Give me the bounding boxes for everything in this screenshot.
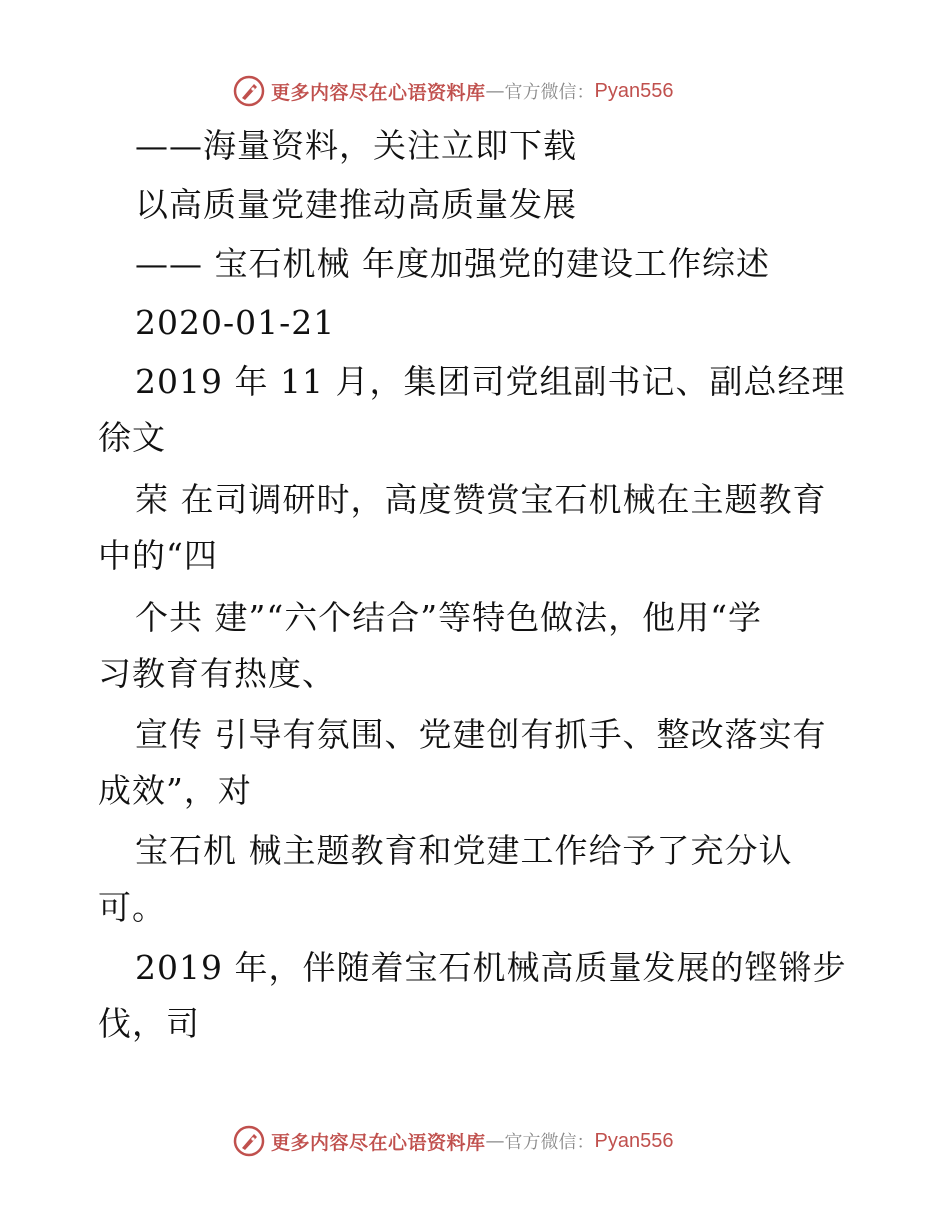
pen-nib-circle-icon	[233, 75, 265, 107]
banner-site-text: 更多内容尽在心语资料库	[271, 81, 486, 104]
text-line: 个共 建”“六个结合”等特色做法，他用“学	[135, 598, 762, 637]
article-title: 以高质量党建推动高质量发展	[135, 185, 577, 224]
article-subtitle: —— 宝石机械 年度加强党的建设工作综述	[135, 244, 770, 283]
text-line: 中的“四	[98, 536, 218, 575]
banner-wechat-label: 官方微信：	[504, 82, 595, 103]
text-line: 荣 在司调研时，高度赞赏宝石机械在主题教育	[135, 480, 827, 519]
banner-separator: —	[485, 80, 505, 102]
banner-wechat-id: Pyan556	[594, 1129, 674, 1152]
banner-separator: —	[485, 1130, 505, 1152]
header-banner	[233, 73, 673, 109]
article-date: 2020-01-21	[135, 303, 336, 342]
text-line: 2019 年，伴随着宝石机械高质量发展的铿锵步	[135, 948, 847, 987]
text-line: 2019 年 11 月，集团司党组副书记、副总经理	[135, 362, 846, 401]
text-line: 宣传 引导有氛围、党建创有抓手、整改落实有	[135, 715, 827, 754]
footer-banner	[233, 1123, 673, 1159]
text-line: 伐，司	[98, 1004, 200, 1043]
text-line: 宝石机 械主题教育和党建工作给予了充分认	[135, 831, 793, 870]
text-line: 成效”，对	[98, 771, 252, 810]
banner-wechat-label: 官方微信：	[504, 1132, 595, 1153]
banner-site-text: 更多内容尽在心语资料库	[271, 1131, 486, 1154]
text-line-download-notice: ——海量资料，关注立即下载	[135, 126, 577, 165]
text-line: 习教育有热度、	[98, 654, 336, 693]
pen-nib-circle-icon	[233, 1125, 265, 1157]
text-line: 可。	[98, 888, 166, 927]
text-line: 徐文	[98, 418, 166, 457]
banner-wechat-id: Pyan556	[594, 79, 674, 102]
